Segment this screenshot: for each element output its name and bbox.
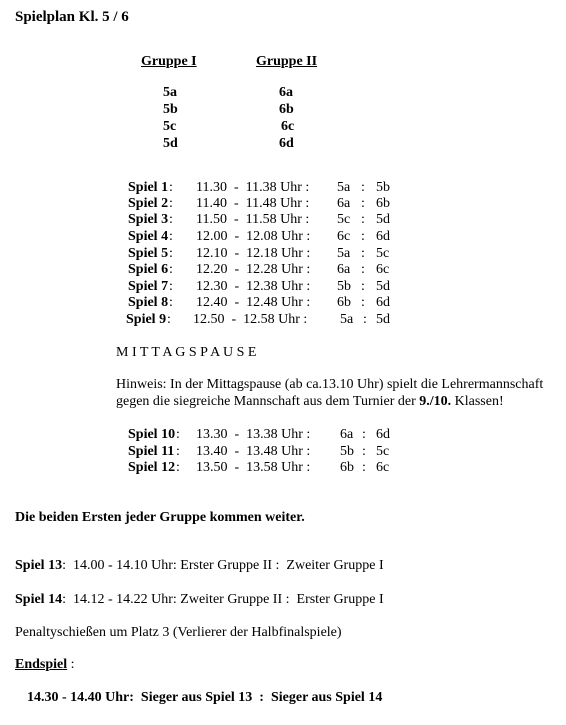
game-label: Spiel 8 bbox=[128, 295, 169, 310]
game-home: 5b bbox=[340, 444, 354, 459]
game-time: 12.50 - 12.58 Uhr : bbox=[193, 312, 308, 327]
lunch-break-label: M I T T A G S P A U S E bbox=[116, 345, 257, 360]
game-label: Spiel 13 bbox=[15, 558, 63, 573]
semi-final-row bbox=[15, 592, 384, 608]
game-time: 11.30 - 11.38 Uhr : bbox=[196, 180, 310, 195]
group-1-team: 5d bbox=[163, 136, 178, 151]
group-1-team: 5c bbox=[163, 119, 177, 134]
game-time: 13.30 - 13.38 Uhr : bbox=[196, 427, 311, 442]
semi-final-text: : 14.12 - 14.22 Uhr: Zweiter Gruppe II : Erster Gruppe I bbox=[62, 592, 384, 607]
game-away: 6c bbox=[376, 262, 390, 277]
note-line-2: gegen die siegreiche Mannschaft aus dem Turnier der 9./10. Klassen! bbox=[116, 394, 504, 409]
note-grade: 9./10. bbox=[419, 394, 452, 409]
game-home: 6a bbox=[337, 196, 351, 211]
game-time: 12.30 - 12.38 Uhr : bbox=[196, 279, 311, 294]
game-time: 12.20 - 12.28 Uhr : bbox=[196, 262, 311, 277]
game-label: Spiel 2 bbox=[128, 196, 169, 211]
game-label: Spiel 14 bbox=[15, 592, 63, 607]
game-label: Spiel 10 bbox=[128, 427, 176, 442]
semi-final-text: : 14.00 - 14.10 Uhr: Erster Gruppe II : Zweiter Gruppe I bbox=[62, 558, 384, 573]
penalty-shootout-note: Penaltyschießen um Platz 3 (Verlierer der Halbfinalspiele) bbox=[15, 625, 342, 640]
game-time: 13.40 - 13.48 Uhr : bbox=[196, 444, 311, 459]
game-time: 11.50 - 11.58 Uhr : bbox=[196, 212, 310, 227]
game-away: 5d bbox=[376, 279, 390, 294]
game-time: 12.40 - 12.48 Uhr : bbox=[196, 295, 311, 310]
game-label: Spiel 9 bbox=[126, 312, 167, 327]
group-2-header: Gruppe II bbox=[256, 54, 318, 69]
game-row: Spiel 2 : 11.40 - 11.48 Uhr : 6a : 6b bbox=[128, 196, 390, 211]
game-home: 6c bbox=[337, 229, 351, 244]
game-away: 6d bbox=[376, 427, 390, 442]
note-line-1: Hinweis: In der Mittagspause (ab ca.13.10 Uhr) spielt die Lehrermannschaft bbox=[116, 377, 544, 392]
group-2-team: 6b bbox=[279, 102, 294, 117]
game-row: Spiel 12 : 13.50 - 13.58 Uhr : 6b : 6c bbox=[128, 460, 390, 475]
game-label: Spiel 11 bbox=[128, 444, 175, 459]
group-1-team: 5b bbox=[163, 102, 178, 117]
game-label: Spiel 4 bbox=[128, 229, 169, 244]
advance-rule: Die beiden Ersten jeder Gruppe kommen weiter. bbox=[15, 510, 305, 525]
game-away: 5d bbox=[376, 212, 390, 227]
game-row: Spiel 8 : 12.40 - 12.48 Uhr : 6b : 6d bbox=[128, 295, 390, 310]
game-row: Spiel 6 : 12.20 - 12.28 Uhr : 6a : 6c bbox=[128, 262, 390, 277]
game-home: 5a bbox=[337, 246, 351, 261]
game-away: 5c bbox=[376, 246, 390, 261]
game-label: Spiel 5 bbox=[128, 246, 169, 261]
game-home: 6a bbox=[340, 427, 354, 442]
final-label: Endspiel bbox=[15, 657, 68, 672]
game-row: Spiel 11 : 13.40 - 13.48 Uhr : 5b : 5c bbox=[128, 444, 390, 459]
game-time: 12.10 - 12.18 Uhr : bbox=[196, 246, 311, 261]
game-home: 5c bbox=[337, 212, 351, 227]
game-away: 5c bbox=[376, 444, 390, 459]
game-label: Spiel 6 bbox=[128, 262, 169, 277]
game-row: Spiel 10 : 13.30 - 13.38 Uhr : 6a : 6d bbox=[128, 427, 390, 442]
game-row: Spiel 7 : 12.30 - 12.38 Uhr : 5b : 5d bbox=[128, 279, 390, 294]
game-row: Spiel 5 : 12.10 - 12.18 Uhr : 5a : 5c bbox=[128, 246, 390, 261]
game-row: Spiel 3 : 11.50 - 11.58 Uhr : 5c : 5d bbox=[128, 212, 390, 227]
game-time: 13.50 - 13.58 Uhr : bbox=[196, 460, 311, 475]
game-row: Spiel 1 : 11.30 - 11.38 Uhr : 5a : 5b bbox=[128, 180, 390, 195]
game-time: 11.40 - 11.48 Uhr : bbox=[196, 196, 310, 211]
game-home: 6a bbox=[337, 262, 351, 277]
page-title: Spielplan Kl. 5 / 6 bbox=[15, 9, 129, 25]
game-home: 5a bbox=[340, 312, 354, 327]
semi-final-row bbox=[15, 558, 384, 574]
game-away: 6b bbox=[376, 196, 390, 211]
group-2-team: 6d bbox=[279, 136, 294, 151]
game-label: Spiel 7 bbox=[128, 279, 169, 294]
game-away: 5b bbox=[376, 180, 390, 195]
game-row: Spiel 9 : 12.50 - 12.58 Uhr : 5a : 5d bbox=[126, 312, 390, 327]
group-1-team: 5a bbox=[163, 85, 177, 100]
game-home: 5b bbox=[337, 279, 351, 294]
game-home: 6b bbox=[337, 295, 351, 310]
game-home: 6b bbox=[340, 460, 354, 475]
group-2-team: 6c bbox=[281, 119, 295, 134]
final-line: 14.30 - 14.40 Uhr: Sieger aus Spiel 13 : Sieger aus Spiel 14 bbox=[27, 690, 383, 705]
game-away: 6c bbox=[376, 460, 390, 475]
game-away: 6d bbox=[376, 229, 390, 244]
game-label: Spiel 3 bbox=[128, 212, 169, 227]
game-label: Spiel 1 bbox=[128, 180, 169, 195]
game-label: Spiel 12 bbox=[128, 460, 176, 475]
game-row: Spiel 4 : 12.00 - 12.08 Uhr : 6c : 6d bbox=[128, 229, 390, 244]
game-away: 6d bbox=[376, 295, 390, 310]
game-away: 5d bbox=[376, 312, 390, 327]
group-2-team: 6a bbox=[279, 85, 293, 100]
game-time: 12.00 - 12.08 Uhr : bbox=[196, 229, 311, 244]
game-home: 5a bbox=[337, 180, 351, 195]
final-heading: Endspiel : bbox=[15, 657, 75, 672]
group-1-header: Gruppe I bbox=[141, 54, 197, 69]
